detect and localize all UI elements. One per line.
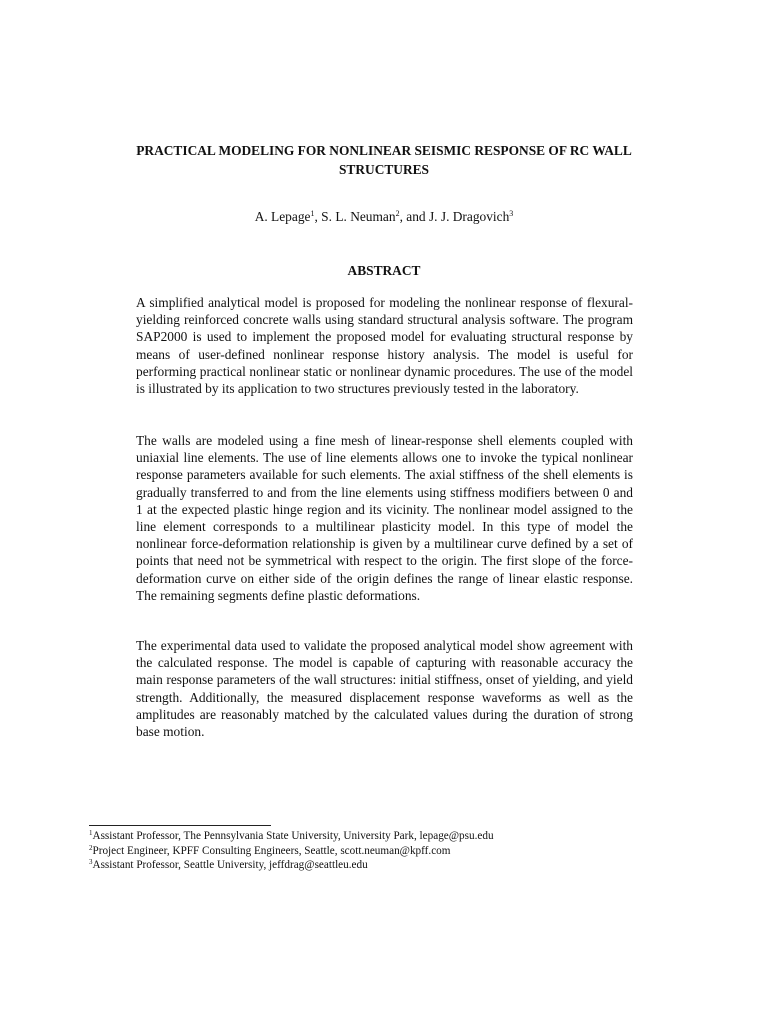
footnote-mark: 2	[89, 843, 93, 852]
footnote-list	[89, 829, 649, 873]
footnote-text: Project Engineer, KPFF Consulting Engineers, Seattle, scott.neuman@kpff.com	[92, 844, 451, 857]
author-name: A. Lepage	[254, 209, 311, 224]
abstract-paragraph: A simplified analytical model is proposed for modeling the nonlinear response of flexural-yielding reinforced concrete walls using standard structural analysis software. The program SAP2000 is used to implement the proposed model for evaluating structural response by means of user-defined nonlinear response history analysis. The model is useful for performing practical nonlinear static or nonlinear dynamic procedures. The use of the model is illustrated by its application to two structures previously tested in the laboratory.	[136, 295, 633, 397]
abstract-paragraph: The walls are modeled using a fine mesh of linear-response shell elements coupled with uniaxial line elements. The use of line elements allows one to invoke the typical nonlinear response parameters available for such elements. The axial stiffness of the shell elements is gradually transferred to and from the line elements using stiffness modifiers between 0 and 1 at the expected plastic hinge region and its vicinity. The nonlinear model assigned to the line element corresponds to a multilinear plasticity model. In this type of model the nonlinear force-deformation relationship is given by a multilinear curve defined by a set of points that need not be symmetrical with respect to the origin. The first slope of the force-deformation curve on either side of the origin defines the range of linear elastic response. The remaining segments define plastic deformations.	[136, 433, 633, 603]
author-separator: , and	[399, 209, 429, 224]
footnote-text: Assistant Professor, The Pennsylvania State University, University Park, lepage@psu.edu	[92, 830, 494, 842]
author-name: J. J. Dragovich	[428, 209, 510, 224]
footnote-mark: 3	[89, 858, 93, 866]
footnote-mark: 1	[89, 829, 93, 837]
footnote-item	[89, 844, 649, 859]
paper-title: PRACTICAL MODELING FOR NONLINEAR SEISMIC RESPONSE OF RC WALL STRUCTURES	[136, 143, 632, 177]
author-affiliation-mark: 2	[395, 209, 400, 218]
author-name: S. L. Neuman	[321, 209, 396, 224]
author-affiliation-mark: 3	[509, 209, 514, 218]
abstract-paragraph: The experimental data used to validate the proposed analytical model show agreement with the calculated response. The model is capable of capturing with reasonable accuracy the main response parameters of the wall structures: initial stiffness, onset of yielding, and yield strength. Additionally, the measured displacement response waveforms as well as the amplitudes are reasonably matched by the calculated values during the duration of strong base motion.	[136, 638, 633, 740]
footnote-item	[89, 829, 649, 844]
author-separator: ,	[314, 209, 322, 224]
author-line	[90, 208, 678, 226]
abstract-heading: ABSTRACT	[347, 263, 421, 278]
footnote-text: Assistant Professor, Seattle University, jeffdrag@seattleu.edu	[92, 859, 368, 871]
footnote-divider	[89, 825, 271, 826]
author-affiliation-mark: 1	[310, 209, 315, 218]
footnote-item	[89, 858, 649, 873]
